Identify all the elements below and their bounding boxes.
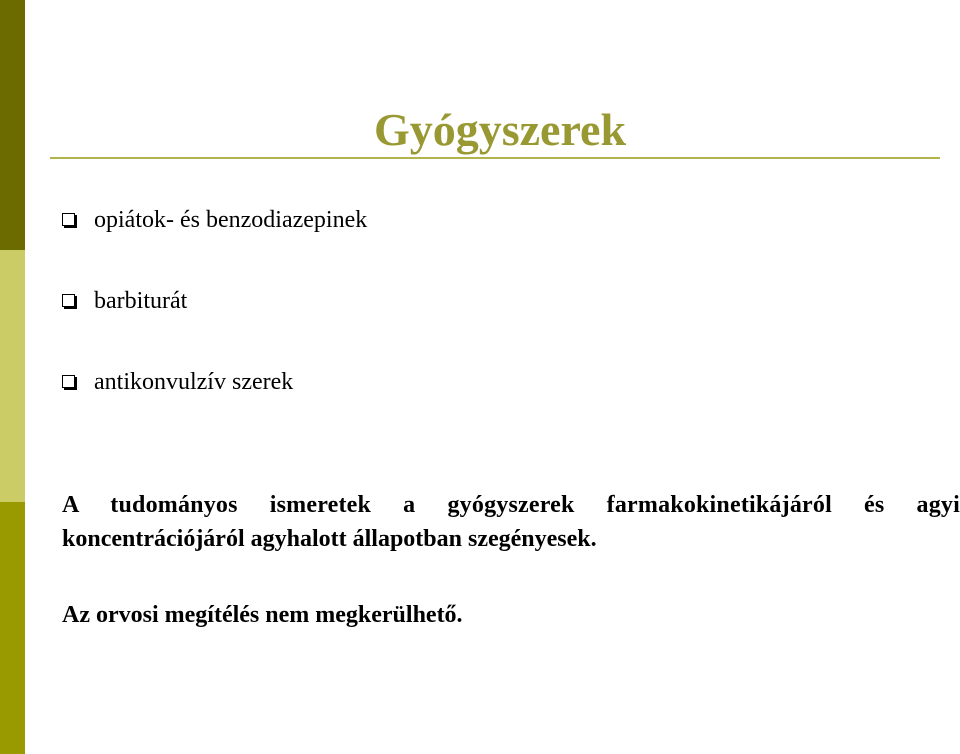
bullet-text: barbiturát [94, 288, 188, 314]
paragraph-line: A tudományos ismeretek a gyógyszerek farmakokinetikájáról és agyi [62, 492, 960, 518]
checkbox-bullet-icon [62, 294, 75, 307]
bullet-item [62, 281, 367, 321]
bullet-text: opiátok- és benzodiazepinek [94, 207, 368, 233]
checkbox-bullet-icon [62, 375, 75, 388]
medical-judgement-paragraph: Az orvosi megítélés nem megkerülhető. [62, 602, 463, 628]
side-band-bottom [0, 502, 25, 754]
bullet-text: antikonvulzív szerek [94, 369, 294, 395]
checkbox-bullet-icon [62, 213, 75, 226]
title-underline [50, 157, 940, 159]
bullet-item [62, 362, 367, 402]
knowledge-paragraph [62, 488, 960, 556]
paragraph-line: koncentrációjáról agyhalott állapotban szegényesek. [62, 526, 597, 552]
bullet-item [62, 200, 367, 240]
bullet-list [62, 200, 367, 443]
side-band-middle [0, 250, 25, 502]
slide-title: Gyógyszerek [373, 104, 627, 155]
